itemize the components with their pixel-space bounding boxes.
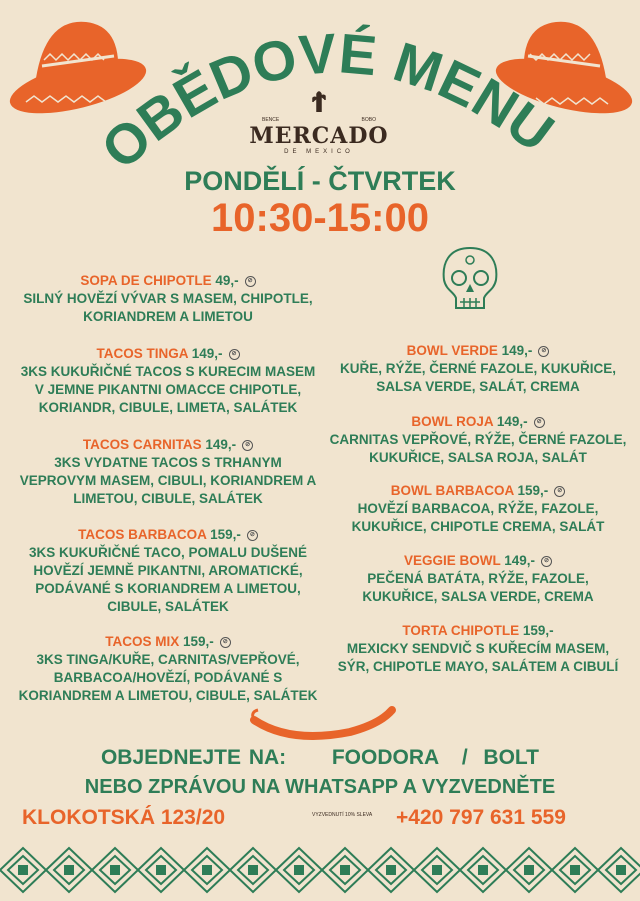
item-price: 159,-: [517, 483, 549, 498]
item-desc: PEČENÁ BATÁTA, RÝŽE, FAZOLE,: [367, 571, 589, 586]
chili-pepper-icon: [250, 704, 400, 740]
item-name: TACOS BARBACOA: [78, 527, 207, 542]
address: KLOKOTSKÁ 123/20: [22, 806, 226, 829]
item-desc: SALSA VERDE, SALÁT, CREMA: [376, 379, 580, 394]
item-price: 49,-: [215, 273, 239, 288]
item-desc: PODÁVANÉ S KORIANDREM A LIMETOU,: [35, 581, 301, 596]
cactus-icon: [309, 90, 329, 112]
sugar-skull-icon: [440, 246, 500, 312]
vegan-icon: ⊘: [538, 346, 549, 357]
menu-item-tacos-carnitas: [8, 436, 328, 508]
item-price: 149,-: [191, 346, 223, 361]
vegan-icon: ⊘: [229, 349, 240, 360]
phone: +420 797 631 559: [396, 806, 566, 829]
mercado-logo: [248, 90, 390, 155]
item-price: 149,-: [501, 343, 533, 358]
item-name: TACOS CARNITAS: [82, 437, 202, 452]
item-price: 149,-: [504, 553, 536, 568]
menu-item-bowl-roja: [322, 413, 634, 467]
item-desc: KUŘE, RÝŽE, ČERNÉ FAZOLE, KUKUŘICE,: [339, 361, 617, 376]
item-desc: KORIANDR, CIBULE, LIMETA, SALÁTEK: [38, 400, 298, 415]
item-name: BOWL ROJA: [411, 414, 494, 429]
hours-label: 10:30-15:00: [211, 196, 429, 240]
item-desc: 3KS TINGA/KUŘE, CARNITAS/VEPŘOVÉ,: [36, 652, 300, 667]
item-desc: SÝR, CHIPOTLE MAYO, SALÁTEM A CIBULÍ: [337, 659, 619, 674]
item-price: 149,-: [205, 437, 237, 452]
item-desc: BARBACOA/HOVĚZÍ, PODÁVANÉ S: [53, 670, 283, 685]
item-name: VEGGIE BOWL: [403, 553, 501, 568]
item-desc: MEXICKY SENDVIČ S KUŘECÍM MASEM,: [346, 641, 610, 656]
item-name: BOWL VERDE: [406, 343, 498, 358]
item-desc: VEPROVYM MASEM, CIBULI, KORIANDREM A: [19, 473, 317, 488]
menu-item-veggie-bowl: [322, 552, 634, 606]
item-price: 159,-: [522, 623, 554, 638]
item-desc: SILNÝ HOVĚZÍ VÝVAR S MASEM, CHIPOTLE,: [23, 291, 313, 306]
vegan-icon: ⊘: [541, 556, 552, 567]
logo-sub: DE MEXICO: [284, 149, 354, 155]
vegan-icon: ⊘: [245, 276, 256, 287]
item-desc: CIBULE, SALÁTEK: [107, 599, 229, 614]
order-label: OBJEDNEJTE NA:: [100, 746, 287, 769]
item-name: BOWL BARBACOA: [390, 483, 514, 498]
menu-item-sopa: [8, 272, 328, 326]
order-line-2: NEBO ZPRÁVOU NA WHATSAPP A VYZVEDNĚTE: [84, 776, 556, 798]
vegan-icon: ⊘: [242, 440, 253, 451]
item-name: TORTA CHIPOTLE: [402, 623, 520, 638]
item-desc: KORIANDREM A LIMETOU, CIBULE, SALÁTEK: [18, 688, 318, 703]
vegan-icon: ⊘: [220, 637, 231, 648]
item-desc: CARNITAS VEPŘOVÉ, RÝŽE, ČERNÉ FAZOLE,: [329, 432, 627, 447]
pickup-discount: VYZVEDNUTÍ 10% SLEVA: [312, 812, 373, 818]
item-desc: HOVĚZÍ JEMNĚ PIKANTNI, AROMATICKÉ,: [33, 563, 303, 578]
item-desc: KUKUŘICE, SALSA VERDE, CREMA: [362, 589, 594, 604]
item-name: TACOS TINGA: [96, 346, 188, 361]
menu-item-bowl-barbacoa: [322, 482, 634, 536]
item-desc: 3KS VYDATNE TACOS S TRHANYM: [54, 455, 282, 470]
vegan-icon: ⊘: [554, 486, 565, 497]
item-name: TACOS MIX: [105, 634, 180, 649]
svg-text:OBĚDOVÉ MENU: OBĚDOVÉ MENU: [89, 21, 566, 182]
item-desc: V JEMNE PIKANTNI OMACCE CHIPOTLE,: [34, 382, 302, 397]
item-price: 149,-: [496, 414, 528, 429]
item-desc: HOVĚZÍ BARBACOA, RÝŽE, FAZOLE,: [357, 501, 599, 516]
order-services: FOODORA / BOLT: [331, 746, 540, 769]
item-desc: LIMETOU, CIBULE, SALÁTEK: [73, 491, 263, 506]
logo-right-label: BOBO: [361, 117, 376, 123]
menu-item-torta-chipotle: [322, 622, 634, 676]
order-line-1: [0, 746, 640, 770]
item-desc: 3KS KUKUŘIČNÉ TACO, POMALU DUŠENÉ: [28, 545, 307, 560]
logo-brand: MERCADO: [249, 123, 389, 149]
menu-item-tacos-mix: [8, 633, 328, 705]
menu-item-tacos-tinga: [8, 345, 328, 417]
logo-left-label: BENCE: [262, 117, 280, 123]
menu-item-tacos-barbacoa: [8, 526, 328, 616]
item-desc: KUKUŘICE, CHIPOTLE CREMA, SALÁT: [351, 519, 605, 534]
item-price: 159,-: [210, 527, 241, 542]
item-desc: 3KS KUKUŘIČNÉ TACOS S KURECIM MASEM: [20, 364, 316, 379]
item-desc: KUKUŘICE, SALSA ROJA, SALÁT: [369, 450, 587, 465]
menu-item-bowl-verde: [322, 342, 634, 396]
item-price: 159,-: [182, 634, 214, 649]
item-desc: KORIANDREM A LIMETOU: [83, 309, 253, 324]
days-label: PONDĚLÍ - ČTVRTEK: [184, 166, 456, 196]
decorative-border: [0, 840, 640, 901]
vegan-icon: ⊘: [247, 530, 258, 541]
vegan-icon: ⊘: [534, 417, 545, 428]
item-name: SOPA DE CHIPOTLE: [80, 273, 212, 288]
